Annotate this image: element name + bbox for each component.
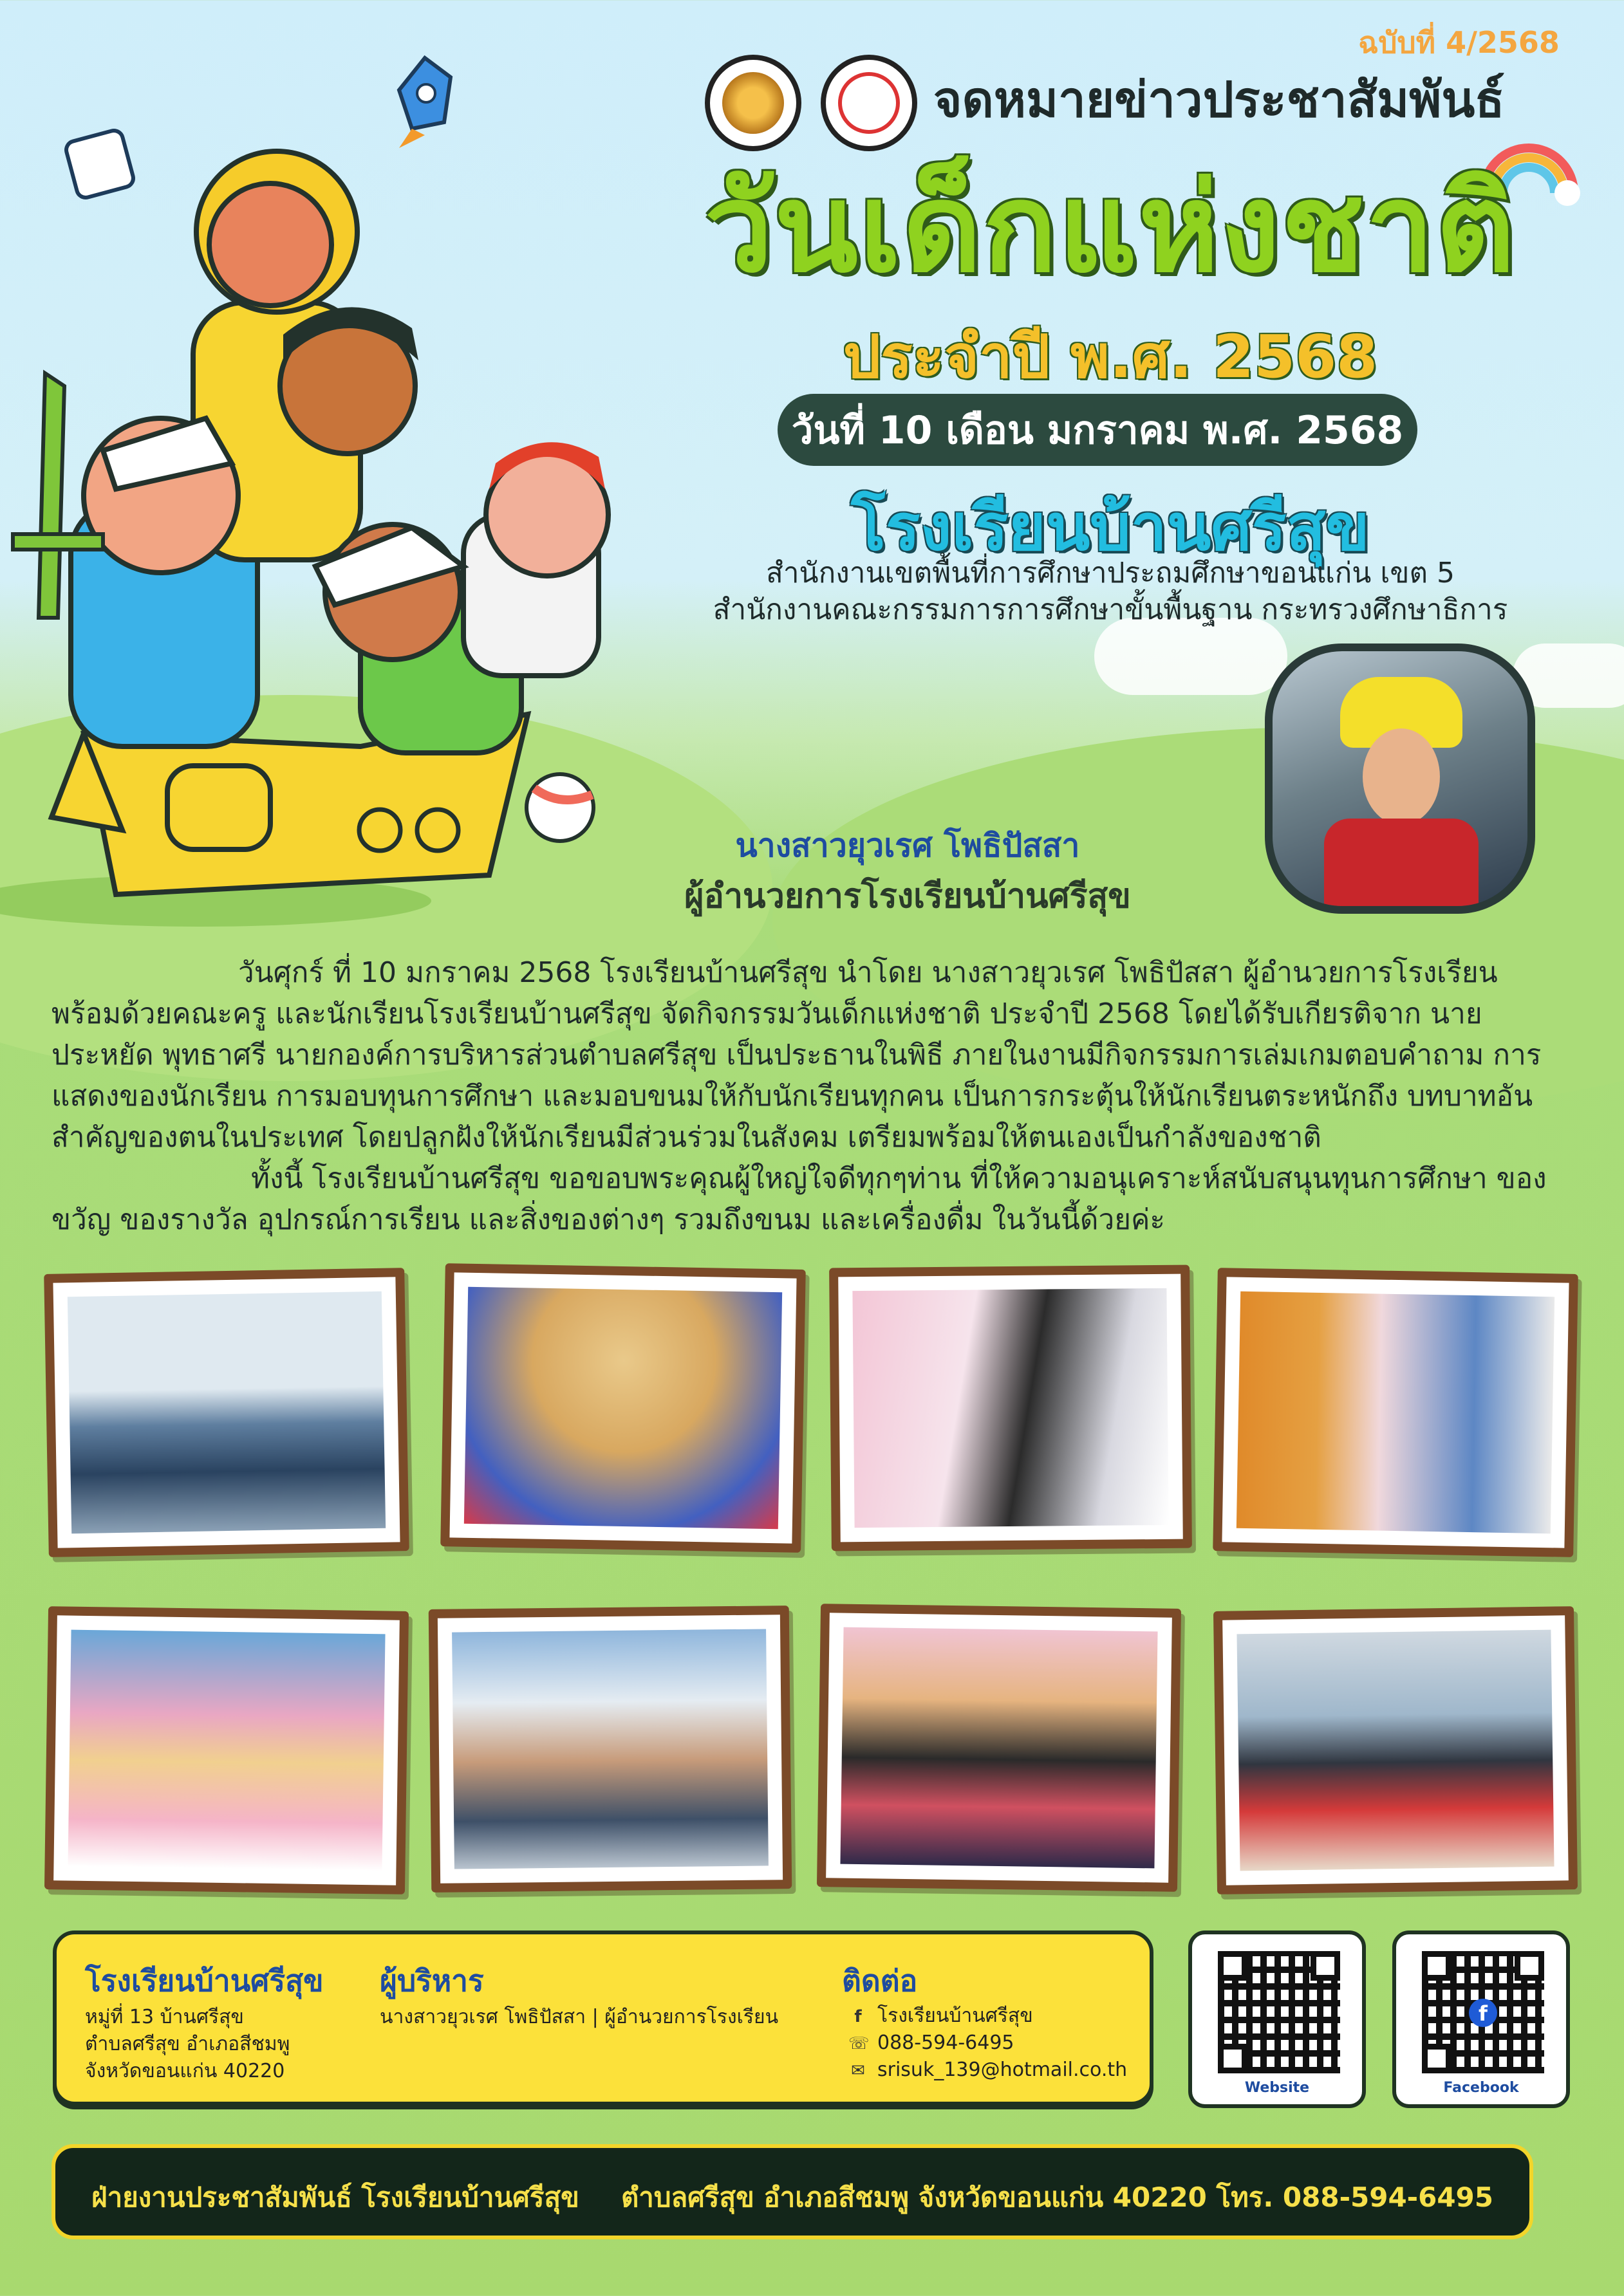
admin-text: นางสาวยุวเรศ โพธิปัสสา | ผู้อำนวยการโรงเรียน bbox=[380, 2006, 779, 2028]
event-date-badge: วันที่ 10 เดือน มกราคม พ.ศ. 2568 bbox=[778, 394, 1417, 466]
address-line-3: จังหวัดขอนแก่น 40220 bbox=[85, 2060, 285, 2082]
facebook-qr-label: Facebook bbox=[1443, 2080, 1519, 2096]
director-photo bbox=[1265, 643, 1535, 914]
event-photo bbox=[44, 1268, 409, 1557]
website-qr-label: Website bbox=[1244, 2080, 1310, 2096]
news-article bbox=[51, 952, 1571, 1241]
facebook-icon: f bbox=[854, 2007, 862, 2026]
contact-heading: ติดต่อ bbox=[842, 1963, 918, 1998]
article-paragraph-1: วันศุกร์ ที่ 10 มกราคม 2568 โรงเรียนบ้านศรีสุข นำโดย นางสาวยุวเรศ โพธิปัสสา ผู้อำนวยการโรงเรียน พร้อมด้วยคณะครู และนักเรียนโรงเรียนบ้านศรีสุข จัดกิจกรรมวันเด็กแห่งชาติ ประจำปี 2568 โดยได้รับเกียรติจาก นายประหยัด พุทธาศรี นายกองค์การบริหารส่วนตำบลศรีสุข เป็นประธานในพิธี ภายในงานมีกิจกรรมการเล่มเกมตอบคำถาม การแสดงของนักเรียน การมอบทุนการศึกษา และมอบขนมให้กับนักเรียนทุกคน เป็นการกระตุ้นให้นักเรียนตระหนักถึง บทบาทอันสำคัญของตนในประเทศ โดยปลูกฝังให้นักเรียนมีส่วนร่วมในสังคม เตรียมพร้อมให้ตนเองเป็นกำลังของชาติ bbox=[51, 956, 1542, 1154]
director-name: นางสาวยุวเรศ โพธิปัสสา bbox=[735, 827, 1080, 864]
email-icon: ✉ bbox=[851, 2061, 865, 2080]
school-title: โรงเรียนบ้านศรีสุข bbox=[851, 490, 1370, 565]
event-photo bbox=[1213, 1606, 1578, 1894]
contact-box bbox=[53, 1930, 1153, 2106]
email-address[interactable]: srisuk_139@hotmail.co.th bbox=[877, 2059, 1128, 2081]
event-photo bbox=[440, 1263, 806, 1553]
school-heading: โรงเรียนบ้านศรีสุข bbox=[85, 1963, 324, 1998]
facebook-qr-code[interactable] bbox=[1392, 1930, 1570, 2108]
org-line-1: สำนักงานเขตพื้นที่การศึกษาประถมศึกษาขอนแก่น เขต 5 bbox=[765, 557, 1455, 589]
children-illustration bbox=[0, 39, 644, 927]
newsletter-title: จดหมายข่าวประชาสัมพันธ์ bbox=[933, 71, 1505, 128]
ministry-seal-logo bbox=[705, 55, 801, 151]
facebook-link[interactable]: โรงเรียนบ้านศรีสุข bbox=[877, 2004, 1033, 2027]
org-line-2: สำนักงานคณะกรรมการการศึกษาขั้นพื้นฐาน กระทรวงศึกษาธิการ bbox=[713, 593, 1508, 626]
school-logo bbox=[821, 55, 917, 151]
facebook-icon: f bbox=[1469, 1999, 1497, 2027]
event-photo bbox=[829, 1265, 1192, 1551]
event-photo bbox=[429, 1606, 792, 1893]
address-line-2: ตำบลศรีสุข อำเภอสีชมพู bbox=[85, 2033, 290, 2055]
footer-department: ฝ่ายงานประชาสัมพันธ์ โรงเรียนบ้านศรีสุข bbox=[91, 2181, 579, 2213]
director-position: ผู้อำนวยการโรงเรียนบ้านศรีสุข bbox=[684, 877, 1131, 916]
footer-bar bbox=[51, 2144, 1533, 2239]
admin-heading: ผู้บริหาร bbox=[380, 1963, 484, 1998]
main-title: วันเด็กแห่งชาติ bbox=[704, 157, 1517, 299]
event-photo bbox=[817, 1604, 1181, 1892]
event-photo bbox=[1213, 1268, 1578, 1557]
address-line-1: หมู่ที่ 13 บ้านศรีสุข bbox=[85, 2006, 244, 2028]
issue-number: ฉบับที่ 4/2568 bbox=[1358, 25, 1560, 60]
article-paragraph-2: ทั้งนี้ โรงเรียนบ้านศรีสุข ขอขอบพระคุณผู้ใหญ่ใจดีทุกๆท่าน ที่ให้ความอนุเคราะห์สนับสนุนทุนการศึกษา ของขวัญ ของรางวัล อุปกรณ์การเรียน และสิ่งของต่างๆ รวมถึงขนม และเครื่องดื่ม ในวันนี้ด้วยค่ะ bbox=[51, 1162, 1547, 1236]
phone-icon: ☏ bbox=[848, 2034, 870, 2053]
event-photo bbox=[44, 1606, 409, 1894]
phone-number[interactable]: 088-594-6495 bbox=[877, 2032, 1014, 2054]
rocket-icon bbox=[399, 58, 451, 148]
year-title: ประจำปี พ.ศ. 2568 bbox=[843, 322, 1378, 391]
footer-address: ตำบลศรีสุข อำเภอสีชมพู จังหวัดขอนแก่น 40220 โทร. 088-594-6495 bbox=[621, 2181, 1493, 2213]
website-qr-code[interactable] bbox=[1188, 1930, 1366, 2108]
